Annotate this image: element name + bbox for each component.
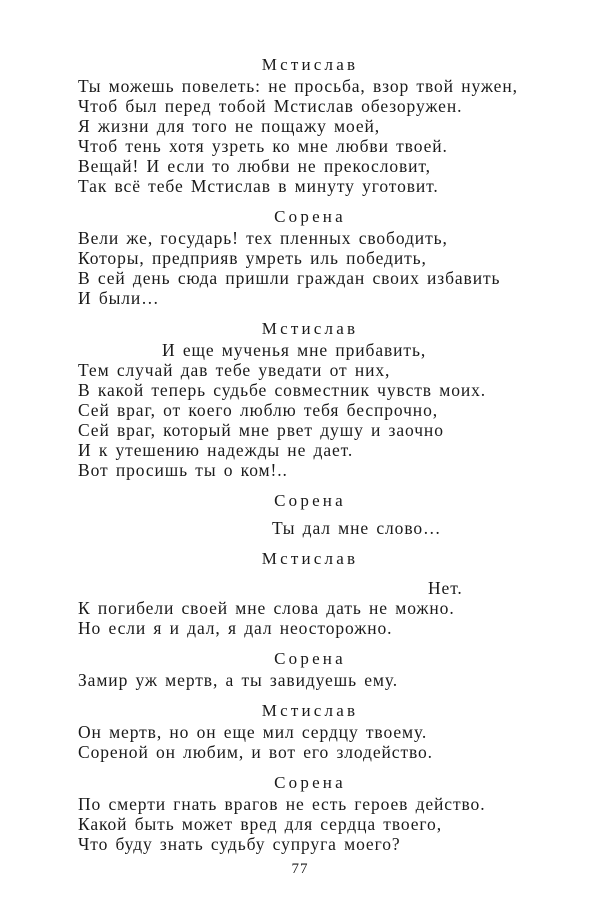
speaker-name: Мстислав: [261, 319, 359, 338]
speaker-name: Сорена: [274, 773, 346, 792]
verse-line: Чтоб тень хотя узреть ко мне любви твоей.: [78, 136, 448, 156]
speaker-name: Сорена: [274, 491, 346, 510]
verse-line: Чтоб был перед тобой Мстислав обезоружен.: [78, 96, 463, 116]
verse-line: Ты можешь повелеть: не просьба, взор твой нужен,: [78, 76, 518, 96]
page-number: 77: [291, 861, 309, 877]
speech-block: [78, 772, 528, 854]
verse-line: Вещай! И если то любви не прекословит,: [78, 156, 431, 176]
speech-block: [78, 54, 528, 196]
play-text-page: [78, 54, 528, 854]
verse-line: И были…: [78, 288, 160, 308]
speaker-name: Мстислав: [261, 549, 359, 568]
verse-line: Какой быть может вред для сердца твоего,: [78, 814, 442, 834]
speaker-name: Сорена: [274, 207, 346, 226]
verse-line: Которы, предприяв умреть иль победить,: [78, 248, 427, 268]
speech-block: [78, 700, 528, 762]
verse-line: В сей день сюда пришли граждан своих избавить: [78, 268, 501, 288]
verse-line: К погибели своей мне слова дать не можно.: [78, 598, 455, 618]
verse-line: Сореной он любим, и вот его злодейство.: [78, 742, 433, 762]
speech-block: [78, 648, 528, 690]
speaker-name: Мстислав: [261, 701, 359, 720]
verse-line: В какой теперь судьбе совместник чувств моих.: [78, 380, 487, 400]
verse-line: Сей враг, который мне рвет душу и заочно: [78, 420, 444, 440]
speech-block: [78, 206, 528, 308]
verse-line: Сей враг, от коего люблю тебя беспрочно,: [78, 400, 438, 420]
verse-line: Я жизни для того не пощажу моей,: [78, 116, 381, 136]
speech-block: [78, 318, 528, 480]
verse-line: Ты дал мне слово…: [272, 518, 442, 538]
verse-line: Вели же, государь! тех пленных свободить,: [78, 228, 448, 248]
verse-line: Замир уж мертв, а ты завидуешь ему.: [78, 670, 399, 690]
verse-line: По смерти гнать врагов не есть героев действо.: [78, 794, 486, 814]
verse-line: И к утешению надежды не дает.: [78, 440, 354, 460]
verse-line: Вот просишь ты о ком!..: [78, 460, 288, 480]
verse-line: Что буду знать судьбу супруга моего?: [78, 834, 401, 854]
verse-line: Но если я и дал, я дал неосторожно.: [78, 618, 393, 638]
speech-block: [78, 548, 528, 638]
verse-line: Нет.: [428, 578, 463, 598]
verse-line: Так всё тебе Мстислав в минуту уготовит.: [78, 176, 439, 196]
speaker-name: Сорена: [274, 649, 346, 668]
speaker-name: Мстислав: [261, 55, 359, 74]
verse-line: Тем случай дав тебе уведати от них,: [78, 360, 391, 380]
speech-block: [78, 490, 528, 538]
verse-line: И еще мученья мне прибавить,: [162, 340, 427, 360]
verse-line: Он мертв, но он еще мил сердцу твоему.: [78, 722, 428, 742]
